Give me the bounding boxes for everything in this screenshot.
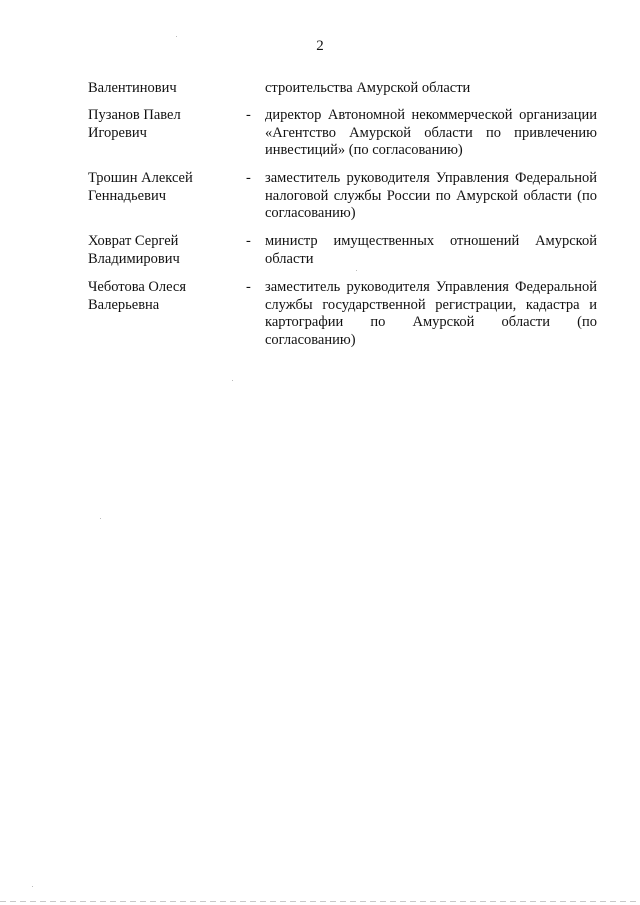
scan-speck	[176, 36, 177, 37]
scan-bottom-edge	[0, 901, 640, 902]
separator-dash: -	[246, 107, 251, 123]
member-position: директор Автономной некоммерческой организации «Агентство Амурской области по привлечению инвестиций» (по согласованию)	[265, 107, 597, 158]
separator-dash: -	[246, 233, 251, 249]
member-position: министр имущественных отношений Амурской области	[265, 233, 597, 267]
member-name: Валентинович	[88, 80, 177, 96]
member-position: заместитель руководителя Управления Федеральной налоговой службы России по Амурской области (по согласованию)	[265, 170, 597, 221]
separator-dash: -	[246, 170, 251, 186]
member-name: Пузанов Павел Игоревич	[88, 107, 181, 141]
member-position: заместитель руководителя Управления Федеральной службы государственной регистрации, кадастра и картографии по Амурской области (по согласованию)	[265, 279, 597, 348]
member-position: строительства Амурской области	[265, 80, 471, 96]
separator-dash: -	[246, 279, 251, 295]
member-name: Чеботова Олеся Валерьевна	[88, 279, 187, 313]
member-name: Ховрат Сергей Владимирович	[88, 233, 180, 267]
scan-speck	[356, 270, 357, 271]
page-number: 2	[316, 38, 324, 54]
scan-speck	[32, 886, 33, 887]
scan-speck	[100, 518, 101, 519]
member-name: Трошин Алексей Геннадьевич	[88, 170, 193, 204]
scan-speck	[232, 380, 233, 381]
